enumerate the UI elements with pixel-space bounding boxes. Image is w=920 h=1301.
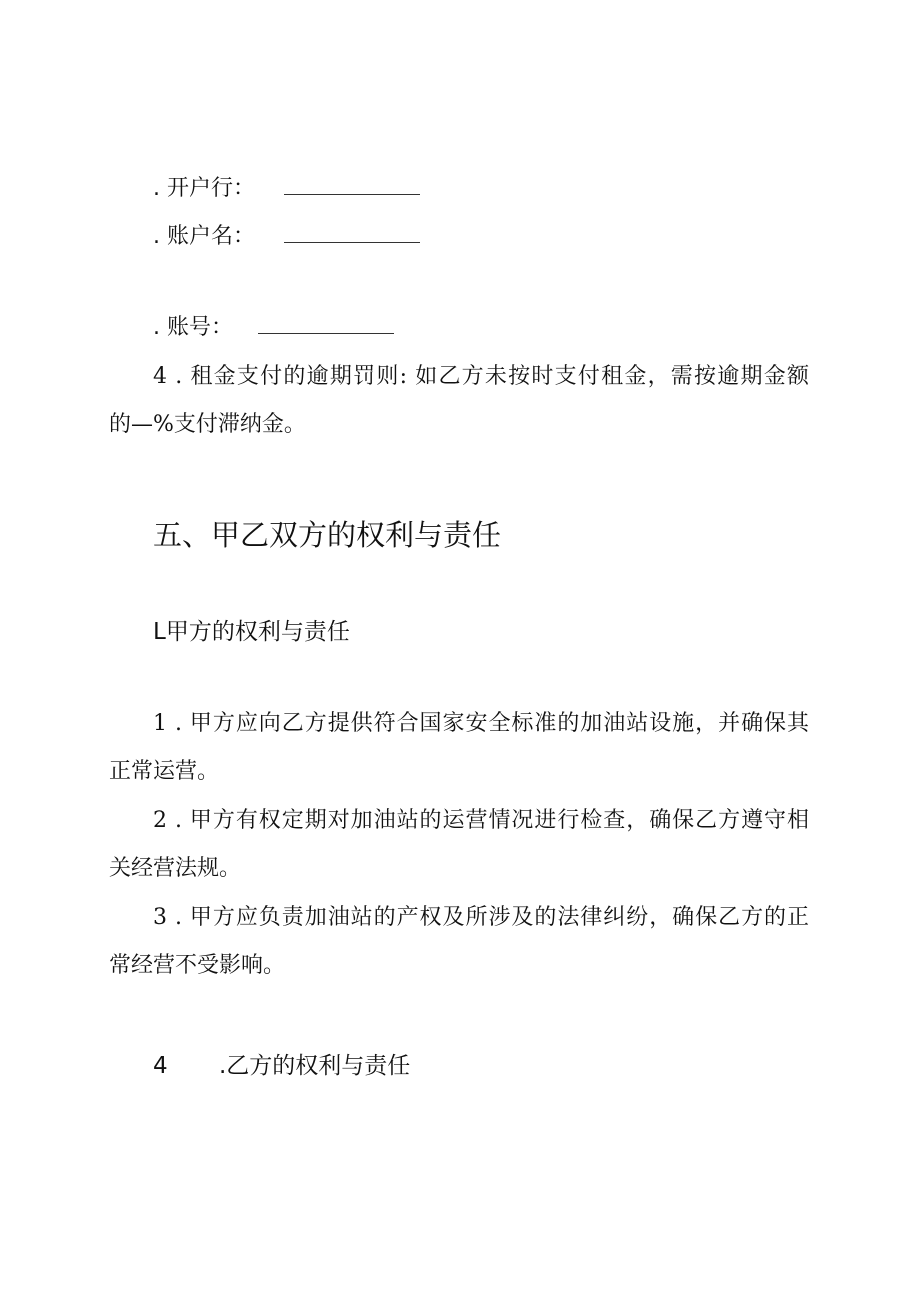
- section-title: 五、甲乙双方的权利与责任: [153, 518, 502, 552]
- penalty-line-1: 4 . 租金支付的逾期罚则: 如乙方未按时支付租金，需按逾期金额: [153, 364, 809, 389]
- item-3-line-1: 3 . 甲方应负责加油站的产权及所涉及的法律纠纷，确保乙方的正: [153, 905, 809, 930]
- account-name-blank: [284, 224, 420, 243]
- item-1-line-2: 正常运营。: [109, 759, 220, 784]
- subsection-2-heading: [153, 1051, 410, 1081]
- item-3-line-2: 常经营不受影响。: [109, 953, 286, 978]
- penalty-line-2: 的—%支付滞纳金。: [109, 412, 306, 437]
- bank-label: . 开户行：: [153, 176, 255, 201]
- item-1-line-1: 1 . 甲方应向乙方提供符合国家安全标准的加油站设施，并确保其: [153, 711, 809, 736]
- bank-blank: [284, 176, 420, 195]
- account-number-blank: [258, 315, 394, 334]
- account-number-line: [153, 313, 394, 343]
- subsection-title-party-a: L甲方的权利与责任: [153, 619, 350, 645]
- account-name-label: . 账户名：: [153, 224, 255, 249]
- item-2-line-1: 2 . 甲方有权定期对加油站的运营情况进行检查，确保乙方遵守相: [153, 808, 809, 833]
- account-name-line: [153, 222, 420, 252]
- account-number-label: . 账号：: [153, 315, 233, 340]
- subsection-2-number: 4: [153, 1053, 168, 1079]
- bank-line: [153, 174, 420, 204]
- item-2-line-2: 关经营法规。: [109, 856, 242, 881]
- subsection-title-party-b: .乙方的权利与责任: [218, 1053, 411, 1079]
